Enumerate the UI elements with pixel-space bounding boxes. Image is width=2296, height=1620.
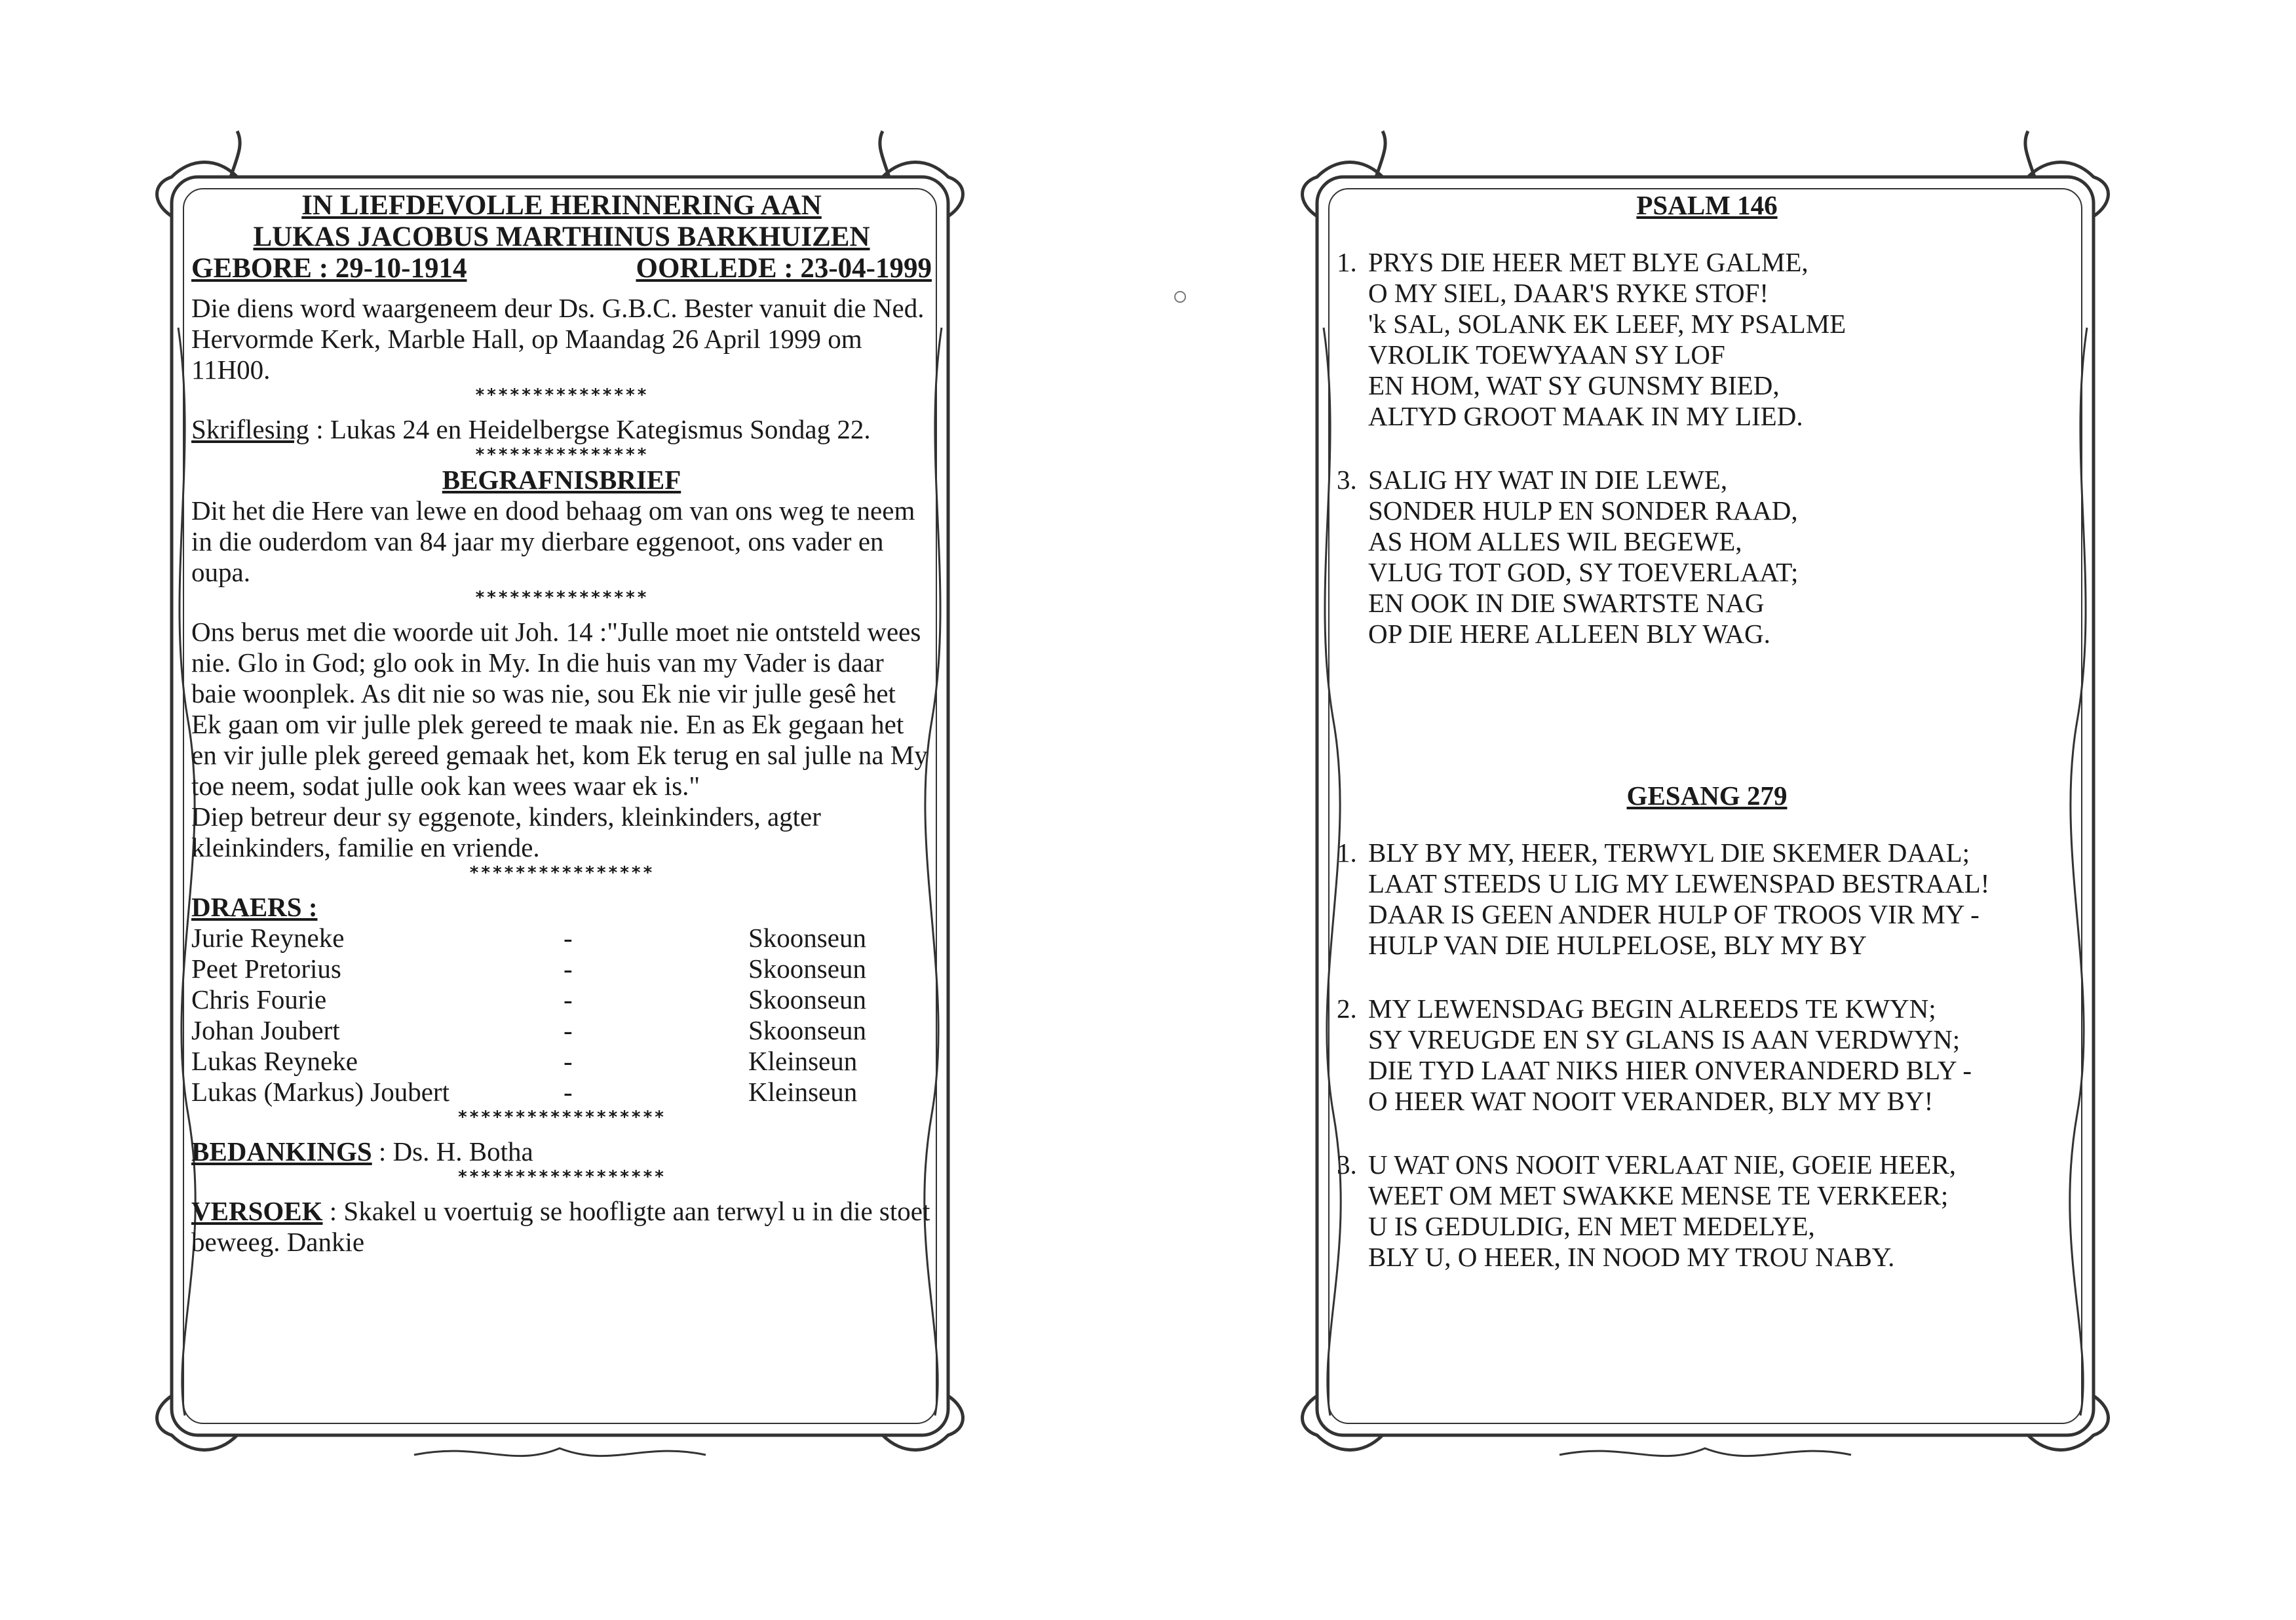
death-date: OORLEDE : 23-04-1999	[636, 253, 932, 284]
psalm-verse	[1337, 465, 2077, 649]
bearer-name: Lukas Reyneke	[191, 1046, 358, 1076]
bearer-name: Peet Pretorius	[191, 954, 341, 984]
bearer-dash: -	[564, 1015, 573, 1045]
verse-line: DIE TYD LAAT NIKS HIER ONVERANDERD BLY -	[1368, 1055, 1972, 1085]
bearer-relation: Skoonseun	[748, 1015, 866, 1045]
bearer-row	[191, 984, 932, 1015]
bearers-title: DRAERS :	[191, 892, 318, 922]
bearer-dash: -	[564, 1077, 573, 1107]
mourned-text: Diep betreur deur sy eggenote, kinders, kleinkinders, agter kleinkinders, familie en vriende.	[191, 801, 821, 862]
verse-line: EN OOK IN DIE SWARTSTE NAG	[1368, 588, 1765, 618]
verse-line: ALTYD GROOT MAAK IN MY LIED.	[1368, 401, 1803, 431]
service-text: Die diens word waargeneem deur Ds. G.B.C. Bester vanuit die Ned. Hervormde Kerk, Marble Hall, op Maandag 26 April 1999 om 11H00.	[191, 293, 925, 385]
verse-number: 3.	[1337, 465, 1357, 495]
right-content	[1337, 190, 2077, 1273]
bearer-name: Johan Joubert	[191, 1015, 340, 1045]
hymn-verse	[1337, 838, 2077, 961]
request-line	[191, 1196, 932, 1258]
bearer-dash: -	[564, 984, 573, 1014]
verse-line: WEET OM MET SWAKKE MENSE TE VERKEER;	[1368, 1180, 1949, 1210]
scripture-reading	[191, 414, 932, 445]
bearer-dash: -	[564, 923, 573, 953]
bearer-row	[191, 1046, 932, 1077]
separator-stars: ***************	[474, 588, 649, 608]
verse-line: BLY BY MY, HEER, TERWYL DIE SKEMER DAAL;	[1368, 838, 1970, 868]
verse-line: AS HOM ALLES WIL BEGEWE,	[1368, 526, 1742, 556]
bearer-row	[191, 1015, 932, 1046]
verse-number: 2.	[1337, 993, 1357, 1024]
bearer-row	[191, 1077, 932, 1108]
hymn-title: GESANG 279	[1626, 781, 1788, 811]
funeral-letter-text: Dit het die Here van lewe en dood behaag om van ons weg te neem in die ouderdom van 84 jaar my dierbare eggenoot, ons vader en oupa.	[191, 495, 915, 587]
verse-line: DAAR IS GEEN ANDER HULP OF TROOS VIR MY -	[1368, 899, 1980, 929]
dates-row	[191, 253, 932, 284]
staple-mark	[1174, 291, 1186, 303]
request-label: VERSOEK	[191, 1196, 323, 1226]
verse-line: U IS GEDULDIG, EN MET MEDELYE,	[1368, 1211, 1815, 1241]
right-panel	[1297, 131, 2113, 1481]
verse-line: PRYS DIE HEER MET BLYE GALME,	[1368, 247, 1808, 277]
bearer-relation: Skoonseun	[748, 984, 866, 1014]
bearer-relation: Skoonseun	[748, 923, 866, 953]
separator-stars: ****************	[469, 863, 655, 883]
birth-date: GEBORE : 29-10-1914	[191, 253, 467, 284]
verse-line: O MY SIEL, DAAR'S RYKE STOF!	[1368, 278, 1769, 308]
bearer-name: Jurie Reyneke	[191, 923, 345, 953]
bearer-row	[191, 954, 932, 984]
verse-line: SY VREUGDE EN SY GLANS IS AAN VERDWYN;	[1368, 1024, 1961, 1054]
request-text: : Skakel u voertuig se hoofligte aan terwyl u in die stoet beweeg. Dankie	[191, 1196, 930, 1257]
separator-stars: ***************	[474, 445, 649, 465]
left-content	[191, 190, 932, 1258]
funeral-letter-title: BEGRAFNISBRIEF	[442, 465, 681, 495]
scripture-text: : Lukas 24 en Heidelbergse Kategismus Sondag 22.	[309, 414, 871, 444]
verse-line: O HEER WAT NOOIT VERANDER, BLY MY BY!	[1368, 1086, 1934, 1116]
thanks-text: : Ds. H. Botha	[372, 1136, 533, 1167]
bearer-relation: Kleinseun	[748, 1077, 858, 1107]
verse-line: HULP VAN DIE HULPELOSE, BLY MY BY	[1368, 930, 1867, 960]
verse-line: BLY U, O HEER, IN NOOD MY TROU NABY.	[1368, 1242, 1895, 1272]
hymn-verse	[1337, 1149, 2077, 1273]
bearer-dash: -	[564, 954, 573, 984]
deceased-name: LUKAS JACOBUS MARTHINUS BARKHUIZEN	[253, 222, 870, 252]
verse-number: 1.	[1337, 838, 1357, 868]
verse-line: LAAT STEEDS U LIG MY LEWENSPAD BESTRAAL!	[1368, 868, 1990, 898]
psalm-verse	[1337, 247, 2077, 432]
verse-number: 1.	[1337, 247, 1357, 277]
verse-line: 'k SAL, SOLANK EK LEEF, MY PSALME	[1368, 309, 1846, 339]
bearer-relation: Kleinseun	[748, 1046, 858, 1076]
thanks-line	[191, 1136, 932, 1167]
separator-stars: ******************	[457, 1108, 666, 1127]
bearer-relation: Skoonseun	[748, 954, 866, 984]
bearer-name: Chris Fourie	[191, 984, 327, 1014]
verse-line: EN HOM, WAT SY GUNSMY BIED,	[1368, 370, 1780, 400]
bearer-name: Lukas (Markus) Joubert	[191, 1077, 450, 1107]
verse-line: U WAT ONS NOOIT VERLAAT NIE, GOEIE HEER,	[1368, 1149, 1957, 1180]
verse-line: VROLIK TOEWYAAN SY LOF	[1368, 339, 1725, 370]
memorial-heading: IN LIEFDEVOLLE HERINNERING AAN	[301, 190, 822, 221]
comfort-text: Ons berus met die woorde uit Joh. 14 :"Julle moet nie ontsteld wees nie. Glo in God; glo ook in My. In die huis van my Vader is daar baie woonplek. As dit nie so was nie, sou Ek nie vir julle gesê het Ek gaan om vir julle plek gereed te maak nie. En as Ek gegaan het en vir julle plek gereed gemaak het, kom Ek terug en sal julle na My toe neem, sodat julle ook kan wees waar ek is."	[191, 617, 928, 801]
bearer-row	[191, 923, 932, 954]
verse-line: MY LEWENSDAG BEGIN ALREEDS TE KWYN;	[1368, 993, 1936, 1024]
thanks-label: BEDANKINGS	[191, 1136, 372, 1167]
separator-stars: ***************	[474, 385, 649, 405]
scripture-label: Skriflesing	[191, 414, 309, 444]
verse-number: 3.	[1337, 1149, 1357, 1180]
left-panel	[152, 131, 968, 1481]
verse-line: OP DIE HERE ALLEEN BLY WAG.	[1368, 619, 1770, 649]
verse-line: VLUG TOT GOD, SY TOEVERLAAT;	[1368, 557, 1799, 587]
hymn-verse	[1337, 993, 2077, 1117]
verse-line: SALIG HY WAT IN DIE LEWE,	[1368, 465, 1728, 495]
separator-stars: ******************	[457, 1167, 666, 1187]
psalm-title: PSALM 146	[1636, 190, 1778, 220]
bearer-dash: -	[564, 1046, 573, 1076]
verse-line: SONDER HULP EN SONDER RAAD,	[1368, 495, 1798, 526]
